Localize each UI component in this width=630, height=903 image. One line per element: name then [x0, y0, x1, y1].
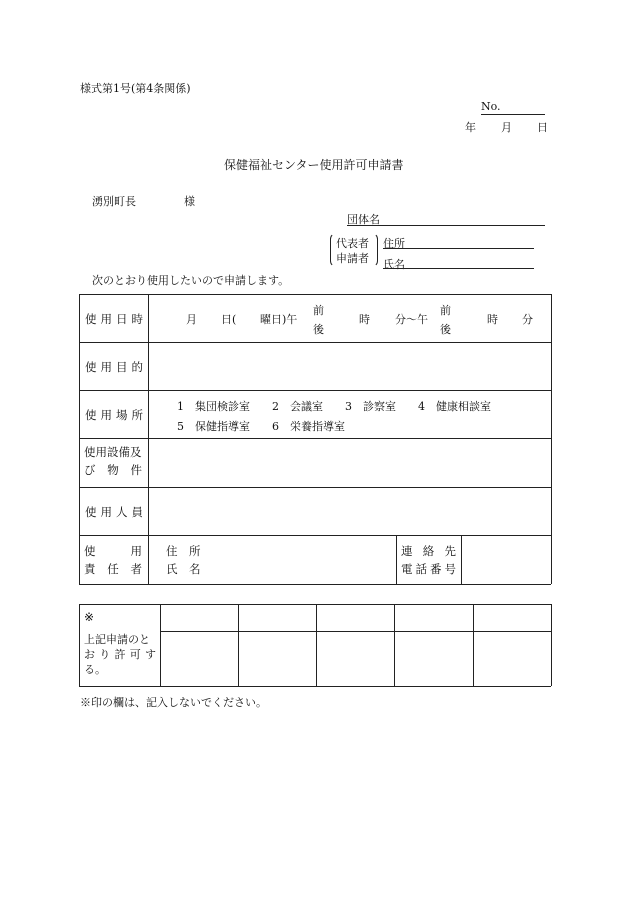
group-name-field[interactable] — [347, 225, 545, 226]
form-number: 様式第1号(第4条関係) — [80, 82, 191, 95]
name-label: 氏名 — [383, 258, 405, 271]
row-label-equipment-2: び 物 件 — [84, 463, 142, 477]
footnote: ※印の欄は、記入しないでください。 — [80, 696, 267, 709]
am-label-end: 前 — [440, 304, 451, 317]
row-label-place: 使用場所 — [85, 408, 143, 422]
hour-label-end: 時 — [487, 313, 498, 326]
place-options-line-1[interactable]: 1 集団検診室 2 会議室 3 診察室 4 健康相談室 — [177, 400, 491, 413]
am-label-start: 前 — [313, 304, 324, 317]
address-field[interactable] — [383, 248, 534, 249]
responsible-address-label: 住 所 — [166, 544, 201, 558]
row-label-people: 使用人員 — [85, 505, 143, 519]
contact-label-1: 連 絡 先 — [401, 544, 456, 558]
date-day-label: 日 — [537, 121, 548, 134]
responsible-field[interactable] — [210, 537, 394, 582]
people-count-field[interactable] — [149, 488, 550, 534]
intro-text: 次のとおり使用したいので申請します。 — [92, 274, 290, 287]
day-label: 日( — [221, 313, 237, 326]
equipment-field[interactable] — [149, 439, 550, 486]
row-label-responsible-1: 使 用 — [84, 544, 142, 558]
representative-label: 代表者 — [336, 237, 369, 250]
date-year-label: 年 — [465, 121, 476, 134]
address-label: 住所 — [383, 237, 405, 250]
approval-text-1: 上記申請のと — [84, 633, 150, 646]
month-label: 月 — [186, 313, 197, 326]
minute-label-end: 分 — [522, 313, 533, 326]
document-number-field[interactable] — [481, 100, 545, 113]
no-label: No. — [481, 100, 501, 113]
responsible-name-label: 氏 名 — [166, 562, 201, 576]
approval-text-3: る。 — [84, 663, 106, 676]
hour-label-start: 時 — [359, 313, 370, 326]
weekday-label: 曜日)午 — [260, 313, 298, 326]
applicant-label: 申請者 — [336, 252, 369, 265]
group-name-label: 団体名 — [347, 213, 380, 226]
row-label-equipment-1: 使用設備及 — [84, 445, 142, 459]
row-label-date: 使用日時 — [85, 312, 143, 326]
contact-phone-field[interactable] — [463, 537, 550, 582]
addressee-honorific: 様 — [184, 195, 195, 208]
pm-label-start: 後 — [313, 323, 324, 336]
page-title: 保健福祉センター使用許可申請書 — [224, 158, 404, 172]
addressee-name: 湧別町長 — [92, 195, 136, 208]
row-label-responsible-2: 責 任 者 — [84, 562, 142, 576]
place-options-line-2[interactable]: 5 保健指導室 6 栄養指導室 — [177, 420, 345, 433]
approval-mark: ※ — [84, 610, 95, 624]
date-month-label: 月 — [501, 121, 512, 134]
approval-text-2: おり許可す — [84, 648, 156, 661]
minute-to-label: 分～午 — [395, 313, 428, 326]
purpose-field[interactable] — [149, 343, 550, 389]
row-label-purpose: 使用目的 — [85, 360, 143, 374]
name-field[interactable] — [383, 268, 534, 269]
pm-label-end: 後 — [440, 323, 451, 336]
contact-label-2: 電話番号 — [401, 562, 456, 576]
